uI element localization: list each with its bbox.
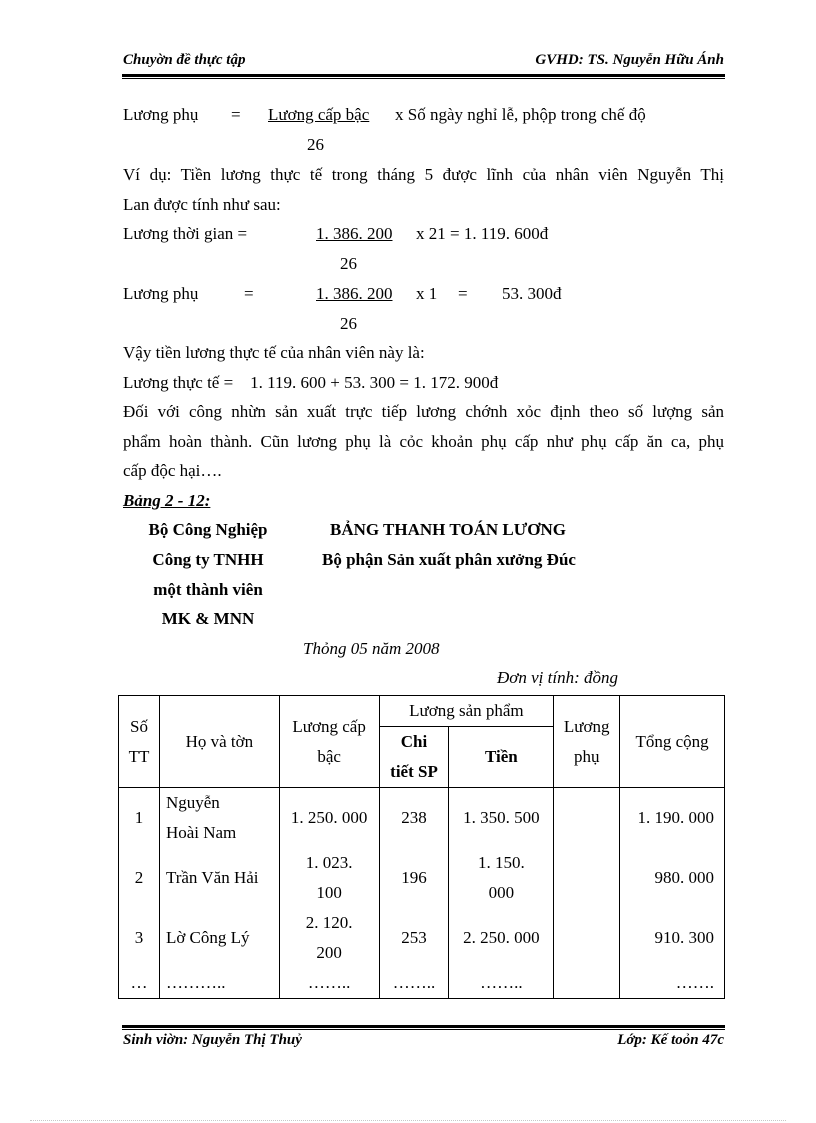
- header-grade-1: Lương cấp: [292, 716, 366, 736]
- header-grade-2: bậc: [317, 746, 341, 766]
- header-stt-2: TT: [128, 746, 150, 766]
- formula1-label: Lương phụ: [123, 105, 199, 124]
- cell-extra: [554, 848, 620, 908]
- cell-total: [620, 788, 725, 849]
- header-left: Chuyờn đề thực tập: [123, 52, 246, 68]
- cell-total-text: 1. 190. 000: [637, 808, 714, 827]
- example-line-1: Ví dụ: Tiền lương thực tế trong tháng 5 được lĩnh của nhân viên Nguyễn Thị: [123, 165, 724, 184]
- cell-total: [620, 968, 725, 999]
- formula1-denominator: 26: [307, 135, 324, 154]
- report-title: BẢNG THANH TOÁN LƯƠNG: [330, 520, 566, 539]
- cell-money: [449, 788, 554, 849]
- cell-money-text: ……..: [480, 973, 523, 992]
- cell-name-text: Trần Văn Hải: [165, 868, 259, 887]
- cell-total-text: …….: [675, 973, 714, 992]
- cell-total-text: 980. 000: [654, 868, 714, 887]
- cell-money-text: 1. 150.: [477, 853, 525, 872]
- cell-name-text: Hoài Nam: [165, 823, 237, 842]
- cell-grade-text: 1. 023.: [305, 853, 353, 872]
- cell-detail: [379, 908, 449, 968]
- footer-right: Lớp: Kế toỏn 47c: [617, 1032, 724, 1048]
- cell-detail: [379, 968, 449, 999]
- cell-extra: [554, 968, 620, 999]
- header-total: Tổng cộng: [620, 696, 725, 788]
- cell-total: [620, 908, 725, 968]
- header-detail-2: tiết SP: [390, 762, 438, 781]
- cell-name: [159, 788, 279, 849]
- cell-stt: [119, 848, 160, 908]
- cell-money-text: 000: [488, 883, 515, 902]
- header-grade: [279, 696, 379, 788]
- salary-table: [118, 695, 725, 999]
- total-formula: Lương thực tế = 1. 119. 600 + 53. 300 = 1. 172. 900đ: [123, 373, 499, 392]
- cell-name: [159, 908, 279, 968]
- formula2-label: Lương thời gian =: [123, 224, 248, 243]
- cell-grade: [279, 848, 379, 908]
- org-line-2: Công ty TNHH: [152, 550, 264, 569]
- header-rule-thin: [122, 78, 725, 79]
- paragraph-line-3: cấp độc hại….: [123, 461, 222, 480]
- example-line-2: Lan được tính như sau:: [123, 195, 281, 214]
- cell-detail-text: 238: [401, 808, 427, 827]
- cell-grade: [279, 908, 379, 968]
- header-detail: [379, 727, 449, 788]
- formula1-eq: =: [231, 105, 241, 124]
- cell-detail: [379, 848, 449, 908]
- cell-stt-text: 2: [134, 868, 144, 887]
- cell-money: [449, 908, 554, 968]
- cell-stt: [119, 968, 160, 999]
- formula3-label: Lương phụ: [123, 284, 199, 303]
- org-line-1: Bộ Công Nghiệp: [148, 520, 268, 539]
- cell-grade-text: 1. 250. 000: [290, 808, 368, 827]
- cell-name-text: Nguyễn: [165, 793, 220, 812]
- cell-name-text: Lờ Công Lý: [165, 928, 250, 947]
- report-period: Thỏng 05 năm 2008: [303, 639, 440, 658]
- unit-label: Đơn vị tính: đồng: [497, 668, 618, 687]
- org-line-3: một thành viên: [153, 580, 263, 599]
- formula3-denominator: 26: [340, 314, 357, 333]
- cell-grade-text: ……..: [307, 973, 351, 992]
- cell-money-text: 2. 250. 000: [463, 928, 540, 947]
- cell-extra: [554, 908, 620, 968]
- org-line-4: MK & MNN: [161, 609, 255, 628]
- header-extra: [554, 696, 620, 788]
- cell-grade-text: 200: [316, 943, 342, 962]
- cell-money: [449, 968, 554, 999]
- header-right: GVHD: TS. Nguyễn Hữu Ánh: [535, 52, 724, 68]
- formula2-rest: x 21 = 1. 119. 600đ: [416, 224, 549, 243]
- table-row: [119, 848, 725, 908]
- cell-detail-text: 253: [401, 928, 427, 947]
- formula3-eq: =: [244, 284, 254, 303]
- cell-stt: [119, 908, 160, 968]
- table-caption: Bảng 2 - 12:: [123, 491, 211, 510]
- cell-detail-text: ……..: [392, 973, 436, 992]
- header-stt-1: Số: [129, 716, 148, 736]
- cell-extra: [554, 788, 620, 849]
- cell-stt: [119, 788, 160, 849]
- formula2-denominator: 26: [340, 254, 357, 273]
- formula1-numerator: Lương cấp bậc: [268, 105, 370, 124]
- header-extra-2: phụ: [573, 746, 600, 766]
- header-product: Lương sản phẩm: [379, 696, 554, 727]
- header-name: Họ và tờn: [159, 696, 279, 788]
- formula3-numerator: 1. 386. 200: [316, 284, 393, 303]
- header-money: Tiền: [449, 727, 554, 788]
- table-row: [119, 788, 725, 849]
- cell-grade: [279, 968, 379, 999]
- cell-total-text: 910. 300: [654, 928, 714, 947]
- report-subtitle: Bộ phận Sản xuất phân xưởng Đúc: [322, 550, 576, 569]
- formula3-mult: x 1: [416, 284, 438, 303]
- table-row: [119, 968, 725, 999]
- table-row: [119, 908, 725, 968]
- header-rule: [122, 74, 725, 77]
- conclusion-line: Vậy tiền lương thực tế của nhân viên này là:: [123, 343, 425, 362]
- cell-name: [159, 848, 279, 908]
- cell-money-text: 1. 350. 500: [463, 808, 540, 827]
- footer-rule-thin: [122, 1029, 725, 1030]
- header-extra-1: Lương: [563, 716, 610, 736]
- cell-money: [449, 848, 554, 908]
- cell-stt-text: 1: [134, 808, 144, 827]
- cell-name: [159, 968, 279, 999]
- cell-stt-text: 3: [134, 928, 144, 947]
- footer-left: Sinh viờn: Nguyễn Thị Thuỷ: [123, 1032, 302, 1048]
- formula3-result: 53. 300đ: [502, 284, 562, 303]
- page-bottom-edge: [30, 1120, 786, 1121]
- header-stt: [119, 696, 160, 788]
- formula3-eq2: =: [458, 284, 468, 303]
- paragraph-line-2: phẩm hoàn thành. Cũn lương phụ là cỏc khoản phụ cấp như phụ cấp ăn ca, phụ: [123, 432, 724, 451]
- header-detail-1: Chi: [400, 732, 428, 751]
- cell-stt-text: …: [130, 973, 148, 992]
- cell-detail: [379, 788, 449, 849]
- cell-detail-text: 196: [401, 868, 427, 887]
- cell-grade-text: 2. 120.: [305, 913, 353, 932]
- cell-grade: [279, 788, 379, 849]
- formula1-rest: x Số ngày nghỉ lễ, phộp trong chế độ: [395, 105, 646, 124]
- formula2-numerator: 1. 386. 200: [316, 224, 393, 243]
- paragraph-line-1: Đối với công nhừn sản xuất trực tiếp lương chớnh xỏc định theo số lượng sản: [123, 402, 724, 421]
- cell-grade-text: 100: [316, 883, 342, 902]
- footer-rule: [122, 1025, 725, 1028]
- cell-name-text: ………..: [165, 973, 226, 992]
- cell-total: [620, 848, 725, 908]
